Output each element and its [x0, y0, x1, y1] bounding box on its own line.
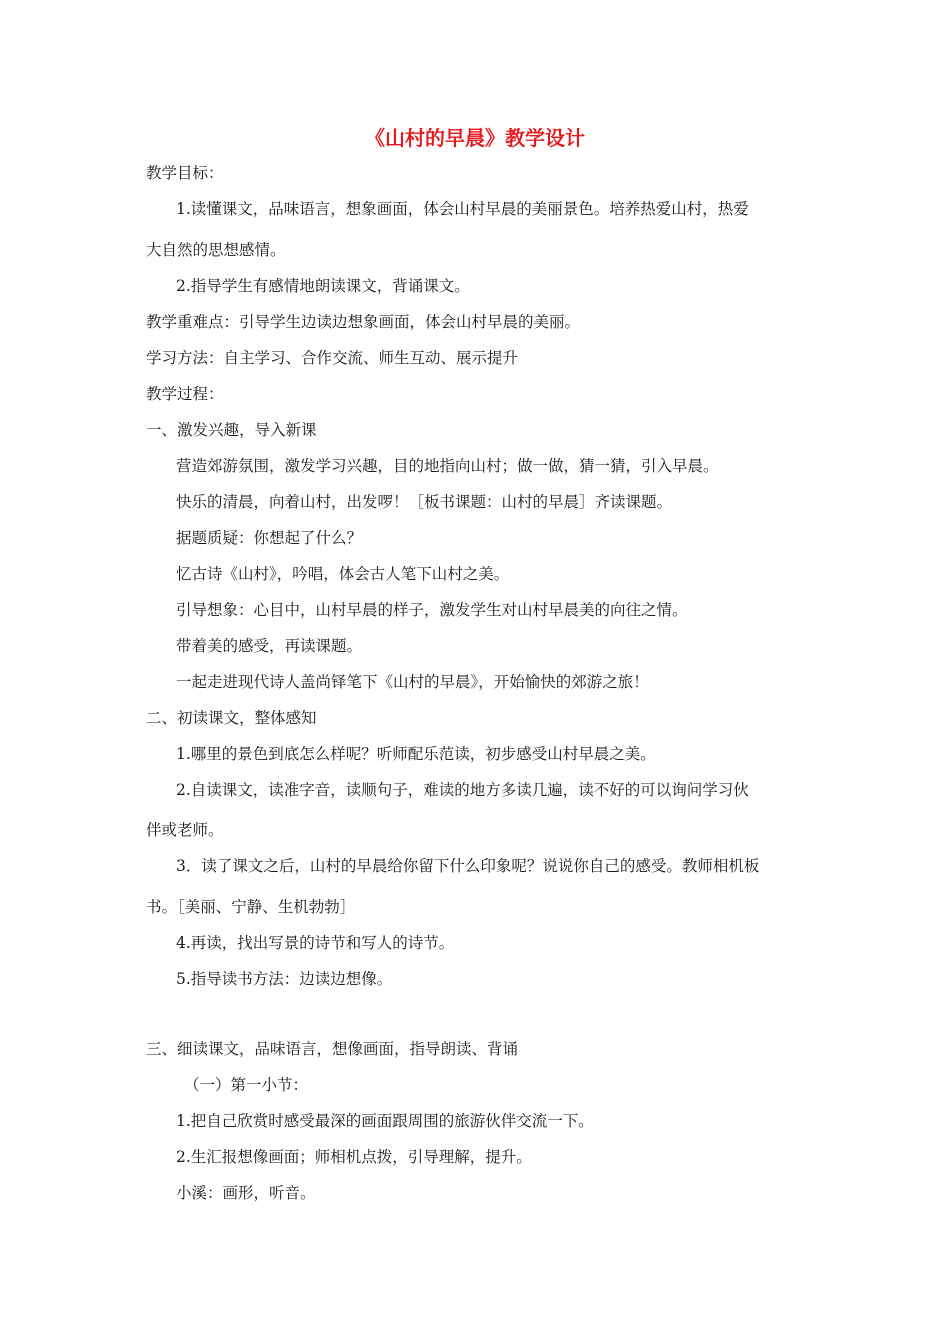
- paragraph: 1.读懂课文，品味语言，想象画面，体会山村早晨的美丽景色。培养热爱山村，热爱: [176, 200, 749, 218]
- paragraph: 2.自读课文，读准字音，读顺句子，难读的地方多读几遍，读不好的可以询问学习伙: [176, 781, 749, 799]
- paragraph: 引导想象：心目中，山村早晨的样子，激发学生对山村早晨美的向往之情。: [176, 601, 688, 619]
- paragraph: 带着美的感受，再读课题。: [176, 637, 363, 655]
- paragraph: 5.指导读书方法：边读边想像。: [176, 970, 393, 988]
- paragraph: 营造郊游氛围，激发学习兴趣，目的地指向山村；做一做，猜一猜，引入早晨。: [176, 457, 719, 475]
- paragraph: 小溪：画形，听音。: [176, 1184, 316, 1202]
- paragraph: 大自然的思想感情。: [146, 241, 286, 259]
- paragraph: 据题质疑：你想起了什么？: [176, 529, 363, 547]
- paragraph: 4.再读，找出写景的诗节和写人的诗节。: [176, 934, 455, 952]
- section-heading-3: 三、细读课文，品味语言，想像画面，指导朗读、背诵: [146, 1040, 519, 1058]
- paragraph: 1.把自己欣赏时感受最深的画面跟周围的旅游伙伴交流一下。: [176, 1112, 594, 1130]
- heading-key-points: 教学重难点：引导学生边读边想象画面，体会山村早晨的美丽。: [146, 313, 581, 331]
- paragraph: 伴或老师。: [146, 821, 224, 839]
- section-heading-2: 二、初读课文，整体感知: [146, 709, 317, 727]
- paragraph: 忆古诗《山村》，吟唱，体会古人笔下山村之美。: [176, 565, 510, 583]
- subsection-heading: （一）第一小节：: [184, 1076, 309, 1094]
- paragraph: 书。［美丽、宁静、生机勃勃］: [146, 898, 356, 916]
- paragraph: 1.哪里的景色到底怎么样呢？听师配乐范读，初步感受山村早晨之美。: [176, 745, 656, 763]
- heading-methods: 学习方法：自主学习、合作交流、师生互动、展示提升: [146, 349, 519, 367]
- document-title: 《山村的早晨》教学设计: [365, 126, 585, 150]
- paragraph: 3．读了课文之后，山村的早晨给你留下什么印象呢？说说你自己的感受。教师相机板: [176, 857, 760, 875]
- paragraph: 一起走进现代诗人盖尚铎笔下《山村的早晨》，开始愉快的郊游之旅！: [176, 673, 649, 691]
- heading-objectives: 教学目标：: [146, 164, 224, 182]
- paragraph: 2.指导学生有感情地朗读课文，背诵课文。: [176, 277, 470, 295]
- paragraph: 快乐的清晨，向着山村，出发啰！［板书课题：山村的早晨］齐读课题。: [176, 493, 673, 511]
- paragraph: 2.生汇报想像画面；师相机点拨，引导理解，提升。: [176, 1148, 532, 1166]
- heading-process: 教学过程：: [146, 385, 224, 403]
- section-heading-1: 一、激发兴趣，导入新课: [146, 421, 317, 439]
